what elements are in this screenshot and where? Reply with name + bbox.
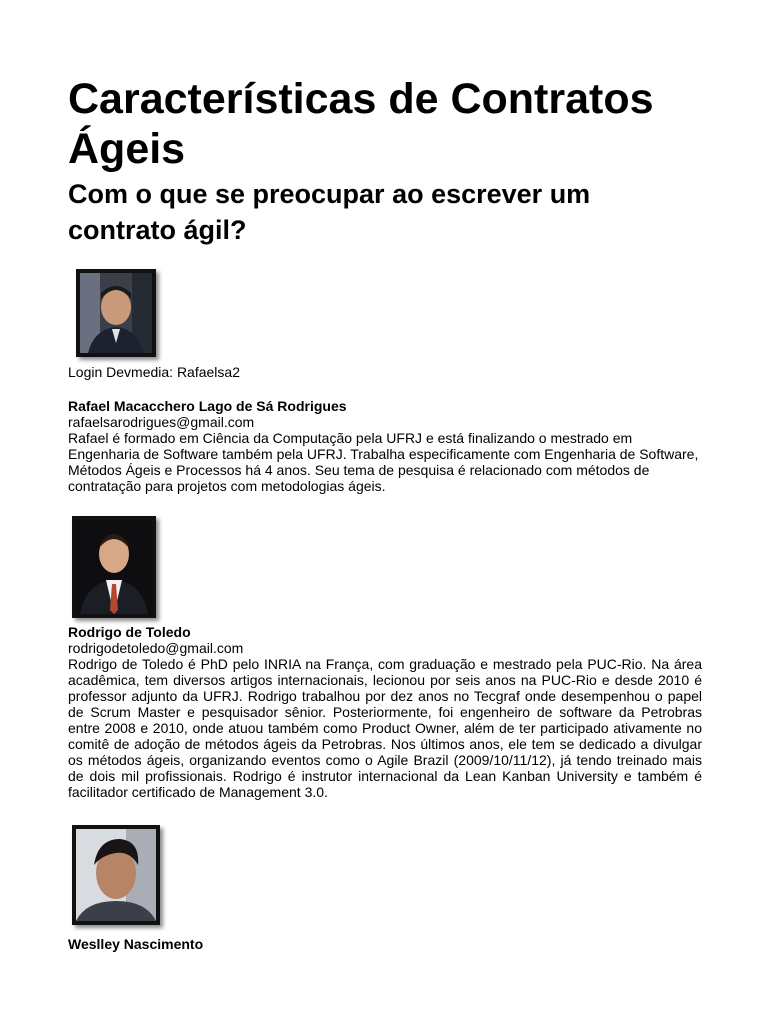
login-line: Login Devmedia: Rafaelsa2 <box>68 364 240 380</box>
author-email: rafaelsarodrigues@gmail.com <box>68 414 255 430</box>
author-photo-rodrigo <box>72 516 156 618</box>
author-block <box>68 398 702 494</box>
author-block <box>68 624 702 800</box>
author-bio: Rodrigo de Toledo é PhD pelo INRIA na França, com graduação e mestrado pela PUC-Rio. Na área acadêmica, tem diversos artigos internacionais, lecionou por seis anos na PUC-Rio e desde 2010 é professor adjunto da UFRJ. Rodrigo trabalhou por dez anos no Tecgraf onde desempenhou o papel de Scrum Master e pesquisador sênior. Posteriormente, foi engenheiro de software da Petrobras entre 2008 e 2010, onde atuou também como Product Owner, além de ter participado ativamente no comitê de adoção de métodos ágeis da Petrobras. Nos últimos anos, ele tem se dedicado a divulgar os métodos ágeis, organizando eventos como o Agile Brazil (2009/10/11/12), já tendo treinado mais de dois mil profissionais. Rodrigo é instrutor internacional da Lean Kanban University e também é facilitador certificado de Management 3.0. <box>68 656 702 800</box>
author-photo-rafael <box>76 269 156 357</box>
author-photo-weslley <box>72 825 160 925</box>
author-name: Weslley Nascimento <box>68 936 204 952</box>
page-title: Características de Contratos Ágeis <box>68 75 654 173</box>
author-name: Rafael Macacchero Lago de Sá Rodrigues <box>68 398 347 414</box>
author-name: Rodrigo de Toledo <box>68 624 191 640</box>
author-block <box>68 936 702 952</box>
author-email: rodrigodetoledo@gmail.com <box>68 640 244 656</box>
author-bio: Rafael é formado em Ciência da Computação pela UFRJ e está finalizando o mestrado em Engenharia de Software também pela UFRJ. Trabalha especificamente com Engenharia de Software, Métodos Ágeis e Processos há 4 anos. Seu tema de pesquisa é relacionado com métodos de contratação para projetos com metodologias ágeis. <box>68 430 699 494</box>
page-subtitle: Com o que se preocupar ao escrever um contrato ágil? <box>68 179 591 245</box>
